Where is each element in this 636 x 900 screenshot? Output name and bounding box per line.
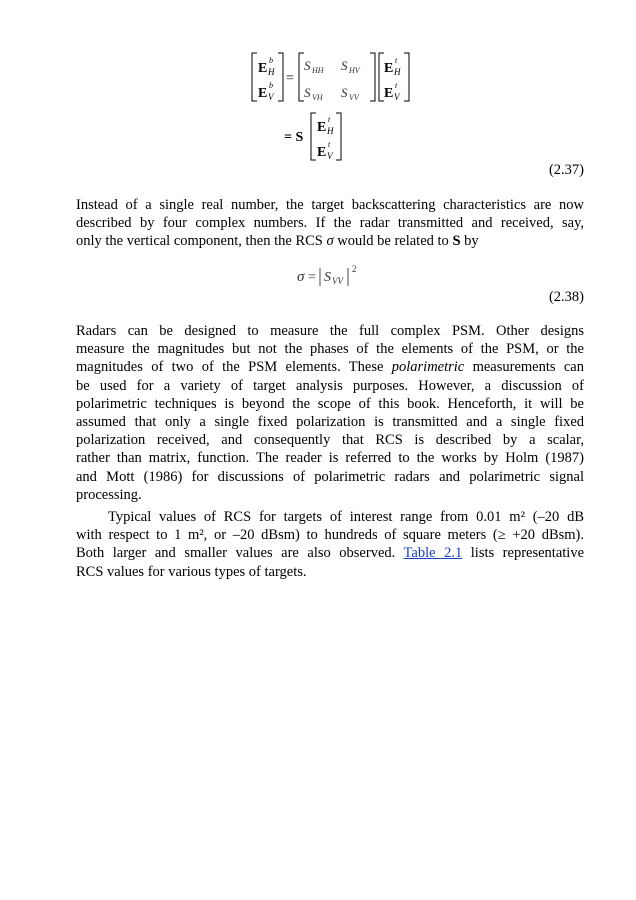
p3-line-4: RCS values for various types of targets. — [76, 563, 307, 580]
p2-line-4: be used for a variety of target analysis purposes. However, a discussion of — [76, 377, 584, 394]
p2-line-3 — [76, 358, 584, 376]
eq238-exponent: 2 — [352, 264, 357, 274]
matrix-right-bracket — [370, 53, 375, 101]
rhs-top-E: E — [384, 61, 394, 76]
p2-line-5: polarimetric techniques is beyond the scope of this book. Henceforth, it will be — [76, 395, 584, 412]
paragraph-3 — [76, 508, 584, 581]
p2-line-7: polarization received, and consequently that RCS is described by a scalar, — [76, 432, 584, 449]
equation-number-2-38: (2.38) — [548, 289, 584, 305]
p1-line-1: Instead of a single real number, the target backscattering characteristics are now — [76, 197, 584, 213]
line2-bot-sup: t — [328, 140, 331, 149]
matrix-s22: S — [341, 85, 348, 100]
lhs-right-bracket — [278, 53, 283, 101]
equation-2-38 — [0, 258, 636, 288]
lhs-top-E: E — [258, 61, 268, 76]
matrix-s12-sub: HV — [349, 66, 360, 75]
equals-sign: = — [286, 71, 294, 86]
p2-line-3-post: measurements can — [464, 359, 584, 376]
rhs-bot-sub: V — [394, 92, 400, 102]
p3-line-2: with respect to 1 m², or –20 dBsm) to hundreds of square meters (≥ +20 dBsm). — [76, 527, 584, 544]
p2-line-2: measure the magnitudes but not the phases of the elements of the PSM, or the — [76, 341, 584, 358]
line2-bot-sub: V — [327, 151, 333, 161]
sigma-symbol: σ — [326, 233, 334, 250]
matrix-s21: S — [304, 85, 311, 100]
lhs-top-sup: b — [269, 56, 273, 65]
line2-right-bracket — [336, 113, 341, 160]
lhs-bot-E: E — [258, 86, 268, 101]
lhs-top-sub: H — [268, 67, 275, 77]
rhs-top-sub: H — [394, 67, 401, 77]
eq238-equals: = — [308, 270, 316, 285]
equation-number-2-37: (2.37) — [548, 162, 584, 178]
p2-line-6: assumed that only a single fixed polarization is transmitted and a single fixed — [76, 414, 584, 431]
line2-top-E: E — [317, 120, 327, 135]
polarimetric-term: polarimetric — [391, 359, 465, 376]
matrix-s22-sub: VV — [349, 93, 359, 102]
lhs-bot-sub: V — [268, 92, 274, 102]
p2-line-1: Radars can be designed to measure the full complex PSM. Other designs — [76, 323, 584, 339]
p2-line-9: and Mott (1986) for discussions of polarimetric radars and polarimetric signal — [76, 468, 584, 485]
matrix-s12: S — [341, 58, 348, 73]
matrix-s21-sub: VH — [312, 93, 323, 102]
p2-line-8: rather than matrix, function. The reader is referred to the works by Holm (1987) — [76, 450, 584, 467]
second-line-eq-S: = S — [284, 130, 304, 145]
line2-left-bracket — [311, 113, 316, 160]
p1-line-3-mid: would be related to — [333, 233, 453, 250]
rhs-right-bracket — [404, 53, 409, 101]
line2-top-sub: H — [327, 126, 334, 136]
equation-2-37 — [0, 0, 636, 170]
p3-line-3-pre: Both larger and smaller values are also observed. — [76, 545, 404, 562]
p1-line-3 — [76, 232, 584, 250]
p3-line-1: Typical values of RCS for targets of interest range from 0.01 m² (–20 dB — [108, 509, 584, 525]
lhs-left-bracket — [252, 53, 257, 101]
p2-line-3-pre: magnitudes of two of the PSM elements. These — [76, 359, 392, 376]
table-2-1-link[interactable]: Table 2.1 — [403, 545, 463, 562]
p1-line-3-post: by — [460, 233, 479, 250]
eq238-S: S — [324, 270, 331, 285]
rhs-bot-E: E — [384, 86, 394, 101]
lhs-bot-sup: b — [269, 81, 273, 90]
matrix-S-symbol: S — [452, 233, 461, 250]
line2-top-sup: t — [328, 115, 331, 124]
rhs-top-sup: t — [395, 56, 398, 65]
p3-line-3-post: lists representative — [462, 545, 584, 562]
paragraph-2 — [76, 322, 584, 504]
matrix-s11: S — [304, 58, 311, 73]
p1-line-3-pre: only the vertical component, then the RCS — [76, 233, 327, 250]
p3-line-3 — [76, 544, 584, 562]
eq238-sub: VV — [332, 276, 343, 286]
eq238-sigma: σ — [297, 269, 305, 285]
rhs-bot-sup: t — [395, 81, 398, 90]
p2-line-10: processing. — [76, 486, 142, 503]
paragraph-1 — [76, 196, 584, 251]
p1-line-2: described by four complex numbers. If the radar transmitted and received, say, — [76, 215, 584, 232]
line2-bot-E: E — [317, 145, 327, 160]
matrix-s11-sub: HH — [312, 66, 324, 75]
